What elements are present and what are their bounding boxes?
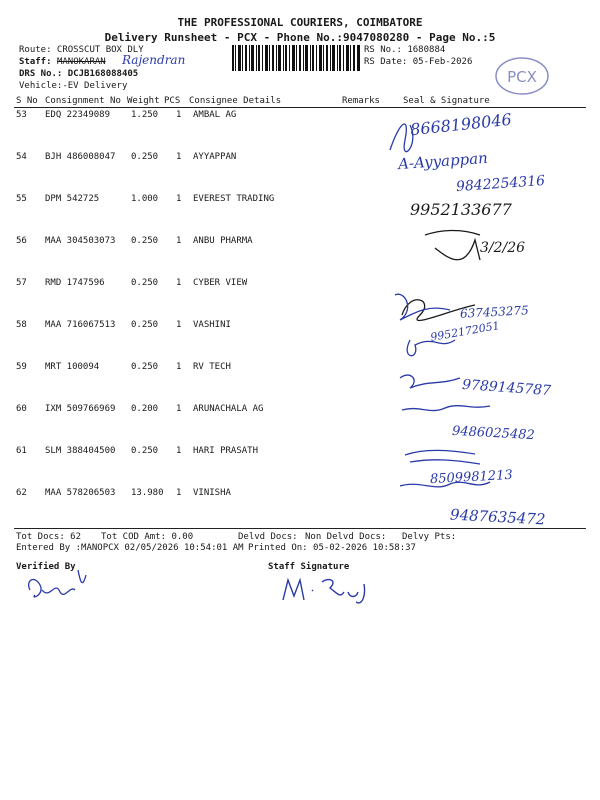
row-consignment-no: BJH 486008047 [45,152,116,162]
total-docs: Tot Docs: 62 [16,532,82,542]
row-consignee: RV TECH [193,362,231,372]
runsheet-subtitle: Delivery Runsheet - PCX - Phone No.:9047080280 - Page No.:5 [104,31,496,44]
company-title: THE PROFESSIONAL COURIERS, COIMBATORE [177,16,423,29]
row-consignment-no: MRT 100094 [45,362,100,372]
col-consignee: Consignee Details [189,96,282,106]
col-consignment: Consignment No [45,96,121,106]
stamp-text: PCX [507,68,537,86]
col-pcs: PCS [164,96,181,106]
row-weight: 13.980 [131,488,164,498]
row-consignment-no: DPM 542725 [45,194,100,204]
verifier-signature [20,560,110,610]
delivered-docs: Delvd Docs: [238,532,298,542]
row-consignment-no: RMD 1747596 [45,278,105,288]
drs-number: DRS No.: DCJB168088405 [19,69,139,79]
printed-on: Printed On: 05-02-2026 10:58:37 [248,543,416,553]
rs-date: RS Date: 05-Feb-2026 [364,57,473,67]
signature-date-56: 3/2/26 [480,240,526,256]
row-sno: 60 [16,404,27,414]
staff-line [19,57,106,67]
row-consignee: VINISHA [193,488,231,498]
row-consignee: EVEREST TRADING [193,194,275,204]
signature-name-54: A-Ayyappan [397,148,489,174]
barcode [232,45,360,71]
signature-phone-58: 9952172051 [429,319,501,344]
footer-divider [14,528,586,529]
row-consignment-no: SLM 388404500 [45,446,116,456]
row-consignment-no: IXM 509766969 [45,404,116,414]
delivery-points: Delvy Pts: [402,532,457,542]
col-signature: Seal & Signature [403,96,490,106]
row-pcs: 1 [176,152,182,162]
row-pcs: 1 [176,404,182,414]
row-weight: 1.250 [131,110,159,120]
row-consignment-no: EDQ 22349089 [45,110,111,120]
col-sno: S No [16,96,38,106]
row-consignment-no: MAA 716067513 [45,320,116,330]
staff-signature-mark [278,572,388,612]
row-weight: 0.250 [131,320,159,330]
row-sno: 57 [16,278,27,288]
row-pcs: 1 [176,446,182,456]
row-sno: 53 [16,110,27,120]
row-weight: 0.200 [131,404,159,414]
row-sno: 61 [16,446,27,456]
row-consignee: CYBER VIEW [193,278,248,288]
row-consignee: ANBU PHARMA [193,236,253,246]
staff-printed-name: MANOKARAN [56,57,106,67]
route-label: Route: CROSSCUT BOX DLY [19,45,144,55]
signature-phone-59: 9789145787 [461,376,552,400]
header-divider [14,107,586,108]
verified-by-label: Verified By [16,562,76,572]
total-cod-amount: Tot COD Amt: 0.00 [101,532,194,542]
signature-phone-61: 8509981213 [429,467,514,488]
signature-phone-53: 8668198046 [409,109,513,140]
row-pcs: 1 [176,236,182,246]
row-pcs: 1 [176,278,182,288]
col-remarks: Remarks [342,96,380,106]
staff-label: Staff: [19,57,52,67]
row-weight: 0.250 [131,278,159,288]
row-sno: 56 [16,236,27,246]
non-delivered-docs: Non Delvd Docs: [305,532,387,542]
row-consignee: AYYAPPAN [193,152,237,162]
row-pcs: 1 [176,194,182,204]
row-consignment-no: MAA 304503073 [45,236,116,246]
row-consignee: AMBAL AG [193,110,237,120]
row-consignee: ARUNACHALA AG [193,404,264,414]
pcx-stamp-icon [494,56,550,96]
staff-signature-label: Staff Signature [268,562,350,572]
row-sno: 58 [16,320,27,330]
row-consignee: HARI PRASATH [193,446,259,456]
signature-phone-55: 9952133677 [410,200,512,219]
rs-number: RS No.: 1680884 [364,45,446,55]
vehicle-line: Vehicle:-EV Delivery [19,81,128,91]
row-pcs: 1 [176,320,182,330]
row-pcs: 1 [176,488,182,498]
row-sno: 59 [16,362,27,372]
row-weight: 1.000 [131,194,159,204]
row-pcs: 1 [176,362,182,372]
row-weight: 0.250 [131,236,159,246]
row-weight: 0.250 [131,152,159,162]
staff-handwritten-name: Rajendran [122,53,186,67]
row-weight: 0.250 [131,446,159,456]
signature-scribbles [380,110,580,530]
entered-by: Entered By :MANOPCX 02/05/2026 10:54:01 AM [16,543,244,553]
signature-phone-60: 9486025482 [451,423,536,444]
signature-phone-57: 637453275 [459,303,530,321]
row-consignee: VASHINI [193,320,231,330]
row-sno: 55 [16,194,27,204]
row-consignment-no: MAA 578206503 [45,488,116,498]
row-sno: 62 [16,488,27,498]
signature-phone-62: 9487635472 [449,505,546,529]
signature-phone-54: 9842254316 [455,172,546,196]
row-sno: 54 [16,152,27,162]
col-weight: Weight [127,96,160,106]
row-pcs: 1 [176,110,182,120]
row-weight: 0.250 [131,362,159,372]
